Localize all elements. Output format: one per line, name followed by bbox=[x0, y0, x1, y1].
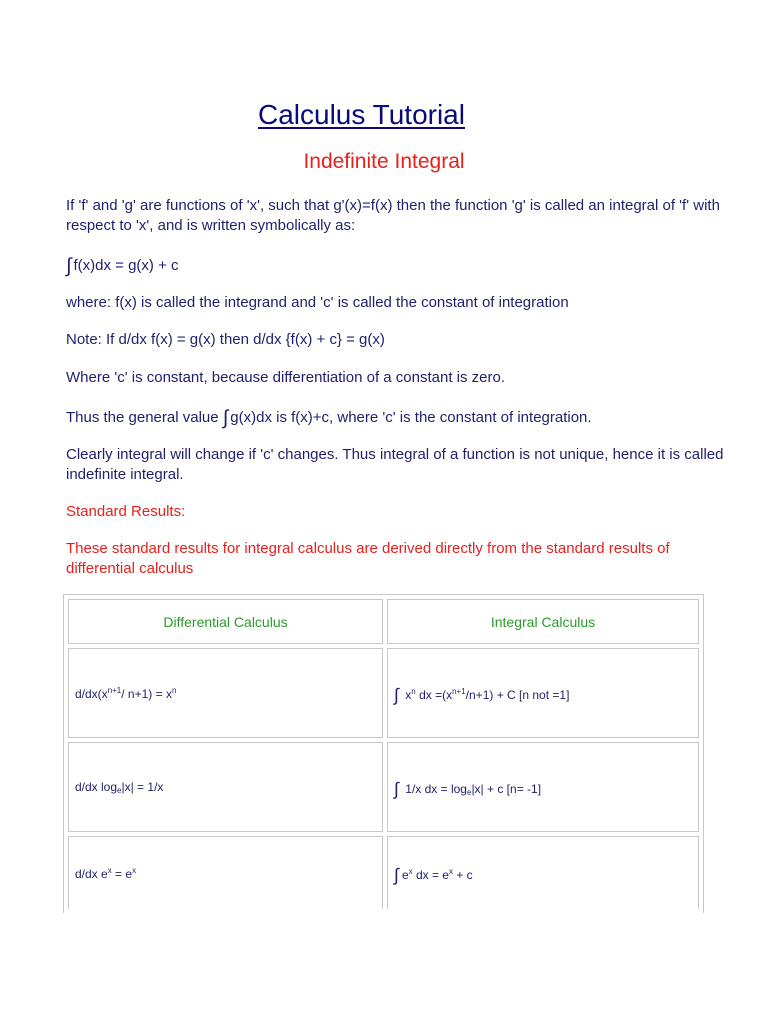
cell-text: d/dx(x bbox=[75, 686, 108, 701]
cell-text: |x| = 1/x bbox=[121, 779, 164, 794]
main-formula bbox=[66, 254, 726, 276]
superscript: n bbox=[411, 686, 416, 696]
constant-paragraph: Where 'c' is constant, because differentiation of a constant is zero. bbox=[66, 369, 506, 386]
note-paragraph: Note: If d/dx f(x) = g(x) then d/dx {f(x) + c} = g(x) bbox=[66, 331, 385, 348]
cell-text: = e bbox=[111, 866, 133, 881]
cell-text: + c bbox=[452, 867, 473, 882]
cell-text: 1/x dx = log bbox=[401, 781, 467, 796]
subscript: e bbox=[117, 785, 122, 795]
differential-cell bbox=[68, 648, 383, 738]
integral-symbol: ∫ bbox=[66, 255, 72, 277]
superscript: n+1 bbox=[452, 686, 466, 696]
table-header-row bbox=[68, 599, 699, 644]
header-differential: Differential Calculus bbox=[68, 599, 383, 644]
superscript: x bbox=[132, 865, 137, 875]
uniqueness-paragraph: Clearly integral will change if 'c' changes. Thus integral of a function is not unique, hence it is called indefinite integral. bbox=[66, 446, 724, 483]
subscript: e bbox=[466, 787, 472, 797]
superscript: x bbox=[408, 866, 413, 876]
superscript: x bbox=[107, 865, 112, 875]
integral-symbol: ∫ bbox=[222, 407, 229, 429]
page-title: Calculus Tutorial bbox=[258, 99, 465, 130]
results-table bbox=[63, 594, 704, 913]
cell-text: x bbox=[401, 687, 412, 702]
cell-text: e bbox=[401, 867, 409, 882]
differential-cell bbox=[68, 836, 383, 909]
standard-results-note: These standard results for integral calculus are derived directly from the standard results of differential calculus bbox=[66, 540, 670, 577]
integral-cell bbox=[387, 836, 699, 909]
cell-text: /n+1) + C [n not =1] bbox=[465, 687, 570, 702]
cell-text: |x| + c [n= -1] bbox=[471, 781, 542, 796]
integral-symbol: ∫ bbox=[394, 684, 399, 705]
integral-symbol: ∫ bbox=[394, 864, 399, 885]
general-value-before: Thus the general value bbox=[66, 409, 223, 426]
cell-text: d/dx e bbox=[75, 866, 108, 881]
table-row bbox=[68, 648, 699, 738]
differential-cell bbox=[68, 742, 383, 832]
general-value-after: g(x)dx is f(x)+c, where 'c' is the constant of integration. bbox=[230, 409, 592, 426]
page-subtitle: Indefinite Integral bbox=[303, 150, 465, 173]
cell-text: d/dx log bbox=[75, 779, 118, 794]
integrand-definition: where: f(x) is called the integrand and 'c' is called the constant of integration bbox=[66, 294, 569, 311]
integral-symbol: ∫ bbox=[394, 778, 399, 799]
standard-results-heading: Standard Results: bbox=[66, 503, 186, 520]
intro-paragraph: If 'f' and 'g' are functions of 'x', such that g'(x)=f(x) then the function 'g' is called an integral of 'f' with respect to 'x', and is written symbolically as: bbox=[66, 197, 720, 234]
superscript: x bbox=[448, 866, 453, 876]
cell-text: dx =(x bbox=[415, 687, 453, 702]
cell-text: / n+1) = x bbox=[121, 686, 172, 701]
general-value-paragraph bbox=[66, 406, 726, 428]
table-row bbox=[68, 836, 699, 909]
table-row bbox=[68, 742, 699, 832]
integral-cell bbox=[387, 742, 699, 832]
superscript: n+1 bbox=[107, 685, 122, 695]
cell-text: dx = e bbox=[412, 867, 449, 882]
header-integral: Integral Calculus bbox=[387, 599, 699, 644]
integral-cell bbox=[387, 648, 699, 738]
formula-text: f(x)dx = g(x) + c bbox=[73, 257, 179, 274]
superscript: n bbox=[171, 685, 177, 695]
